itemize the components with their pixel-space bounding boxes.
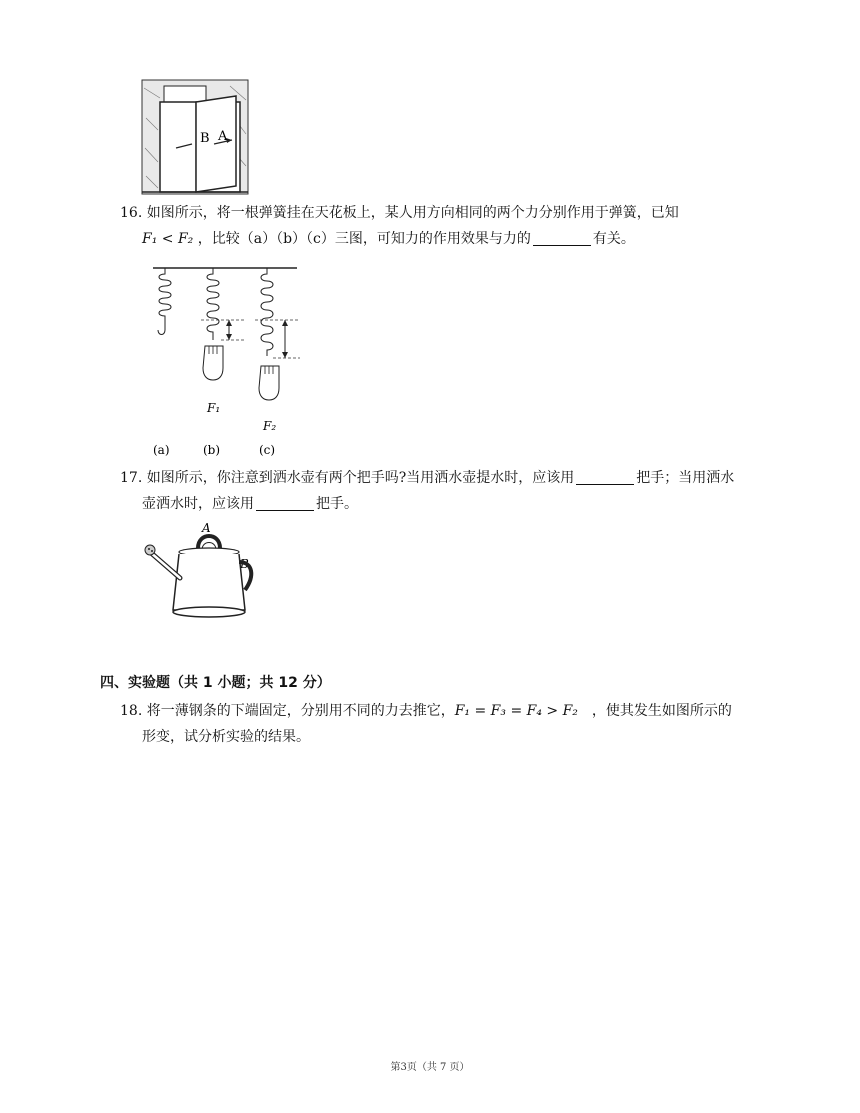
kettle-label-b: B (240, 557, 249, 571)
q18-text-b: ，使其发生如图所示的 (591, 703, 732, 719)
spring-figure (145, 262, 305, 462)
q17-blank-2[interactable] (256, 494, 314, 511)
door-label-b: B (200, 131, 210, 146)
spring-label-b: (b) (203, 443, 221, 457)
spring-f1-label: F₁ (207, 401, 221, 415)
q18-math: F₁ = F₃ = F₄ > F₂ (454, 703, 578, 719)
q16-text-end: 有关。 (592, 231, 635, 247)
q18-number: 18. (120, 703, 143, 719)
q17-line2-b: 把手。 (316, 496, 358, 512)
page-footer: 第3页（共 7 页） (390, 1062, 470, 1073)
spring-label-a: (a) (153, 443, 170, 457)
kettle-label-a: A (202, 521, 211, 535)
q16-answer-blank[interactable] (533, 229, 591, 246)
question-18 (120, 698, 780, 750)
q16-math: F₁ < F₂ (142, 231, 194, 247)
spring-label-c: (c) (259, 443, 276, 457)
q18-text-a: 将一薄钢条的下端固定，分别用不同的力去推它， (146, 703, 455, 719)
q18-line2: 形变，试分析实验的结果。 (142, 729, 310, 745)
q16-number: 16. (120, 205, 143, 221)
q16-text-line1: 如图所示，将一根弹簧挂在天花板上，某人用方向相同的两个力分别作用于弹簧，已知 (146, 205, 679, 221)
door-label-a: A (218, 129, 228, 144)
door-figure (140, 78, 252, 198)
q17-line2-a: 壶洒水时，应该用 (142, 496, 254, 512)
section-4-title: 四、实验题（共 1 小题；共 12 分） (100, 675, 331, 691)
q17-number: 17. (120, 470, 143, 486)
spring-f2-label: F₂ (263, 419, 277, 433)
watering-can-figure (140, 520, 260, 630)
question-17 (120, 465, 770, 517)
q17-line1-b: 把手；当用洒水 (636, 470, 735, 486)
q17-blank-1[interactable] (576, 468, 634, 485)
question-16 (120, 200, 770, 252)
q16-text-line2: ，比较（a）（b）（c）三图，可知力的作用效果与力的 (197, 231, 531, 247)
q17-line1-a: 如图所示，你注意到洒水壶有两个把手吗?当用洒水壶提水时，应该用 (146, 470, 575, 486)
